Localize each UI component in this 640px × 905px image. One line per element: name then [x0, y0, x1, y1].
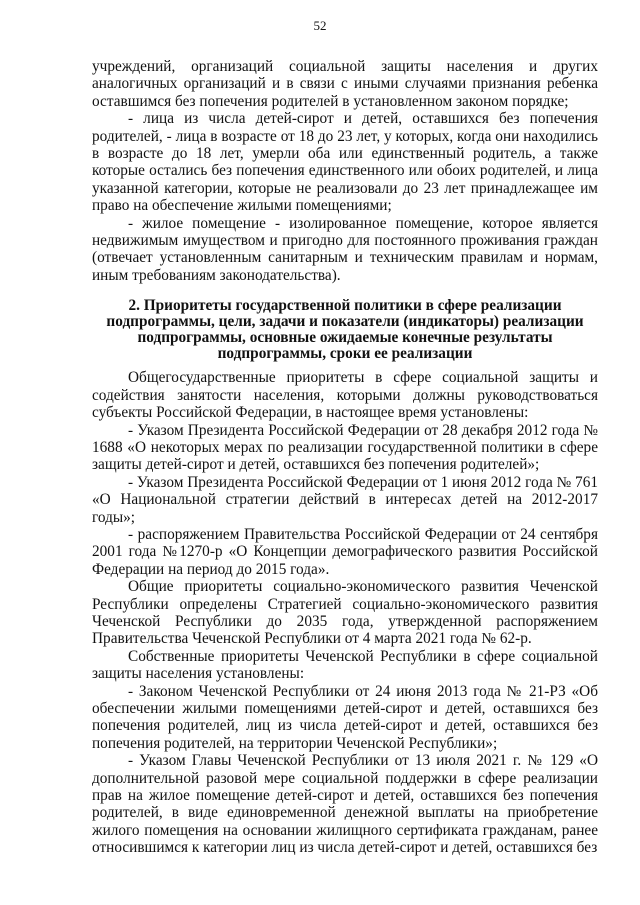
document-body [92, 58, 598, 857]
paragraph: Общие приоритеты социально-экономического развития Чеченской Республики определены Стратегией социально-экономического развития Чеченской Республики до 2035 года, утвержденной распоряжением Правительства Чеченской Республики от 4 марта 2021 года № 62-р. [92, 578, 598, 648]
paragraph: Собственные приоритеты Чеченской Республики в сфере социальной защиты населения установлены: [92, 647, 598, 683]
list-item-law: - Законом Чеченской Республики от 24 июня 2013 года № 21-РЗ «Об обеспечении жилыми помещениями детей-сирот и детей, оставшихся без попечения родителей, лиц из числа детей-сирот и детей, оставшихся без попечения родителей, на территории Чеченской Республики»; [92, 682, 598, 752]
page-number: 52 [313, 18, 327, 33]
list-item-definition: - лица из числа детей-сирот и детей, оставшихся без попечения родителей, - лица в возрасте от 18 до 23 лет, у которых, когда они находились в возрасте до 18 лет, умерли оба или единственный родитель, а также которые остались без попечения единственного или обоих родителей, и лица указанной категории, которые не реализовали до 23 лет принадлежащее им право на обеспечение жилыми помещениями; [92, 110, 598, 215]
list-item-decree: - Указом Главы Чеченской Республики от 13 июля 2021 г. № 129 «О дополнительной разовой мере социальной поддержки в сфере реализации прав на жилое помещение детей-сирот и детей, оставшихся без попечения родителей, в виде единовременной денежной выплаты на приобретение жилого помещения на основании жилищного сертификата гражданам, ранее относившимся к категории лиц из числа детей-сирот и детей, оставшихся без [92, 752, 598, 857]
paragraph: Общегосударственные приоритеты в сфере социальной защиты и содействия занятости населения, которыми должны руководствоваться субъекты Российской Федерации, в настоящее время установлены: [92, 369, 598, 422]
list-item-decree: - распоряжением Правительства Российской Федерации от 24 сентября 2001 года №1270-р «О Концепции демографического развития Российской Федерации на период до 2015 года». [92, 525, 598, 578]
list-item-decree: - Указом Президента Российской Федерации от 1 июня 2012 года № 761 «О Национальной стратегии действий в интересах детей на 2012-2017 годы»; [92, 473, 598, 526]
paragraph-continuation: учреждений, организаций социальной защиты населения и других аналогичных организаций и в связи с иными случаями признания ребенка оставшимся без попечения родителей в установленном законом порядке; [92, 58, 598, 110]
section-heading: 2. Приоритеты государственной политики в сфере реализации подпрограммы, цели, задачи и показатели (индикаторы) реализации подпрограммы, основные ожидаемые конечные результаты подпрограммы, сроки ее реализации [106, 297, 584, 363]
list-item-definition: - жилое помещение - изолированное помещение, которое является недвижимым имуществом и пригодно для постоянного проживания граждан (отвечает установленным санитарным и техническим правилам и нормам, иным требованиям законодательства). [92, 214, 598, 284]
list-item-decree: - Указом Президента Российской Федерации от 28 декабря 2012 года № 1688 «О некоторых мерах по реализации государственной политики в сфере защиты детей-сирот и детей, оставшихся без попечения родителей»; [92, 421, 598, 474]
